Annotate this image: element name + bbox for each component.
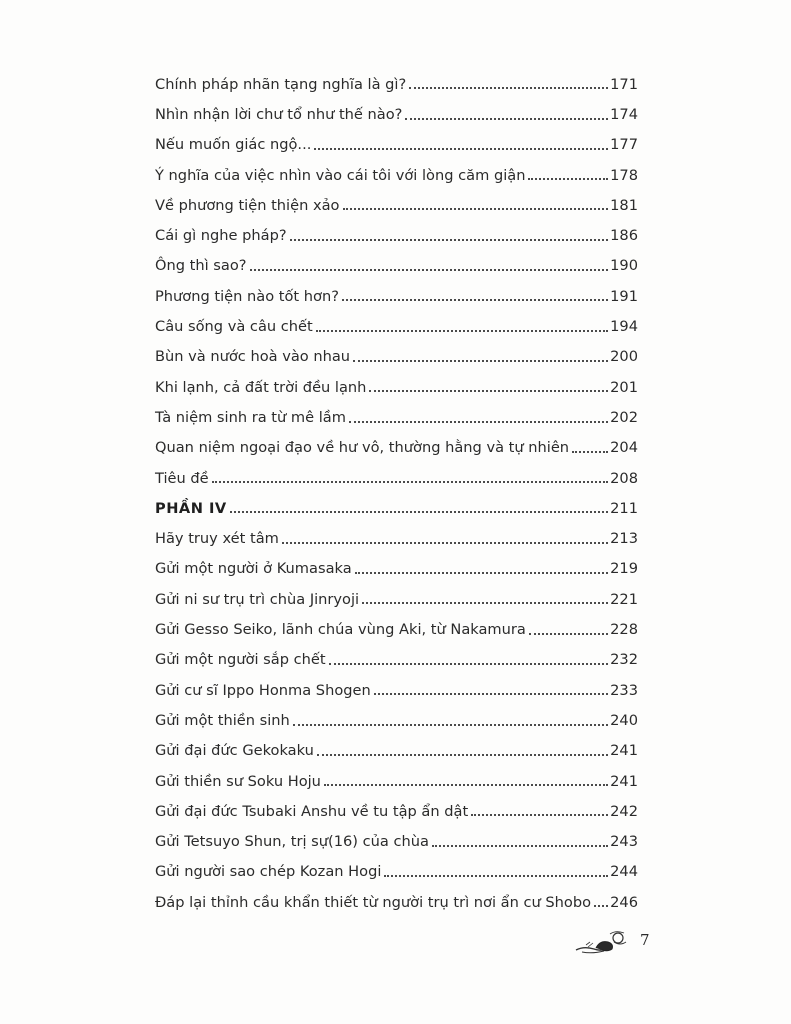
toc-entry[interactable] bbox=[155, 66, 638, 96]
toc-entry-title: Gửi ni sư trụ trì chùa Jinryoji bbox=[155, 590, 360, 608]
toc-entry-page: 204 bbox=[610, 439, 638, 457]
toc-entry-title: Phương tiện nào tốt hơn? bbox=[155, 287, 339, 305]
toc-entry-page: 202 bbox=[610, 408, 638, 426]
dot-leader bbox=[362, 602, 608, 604]
toc-entry-page: 177 bbox=[610, 136, 638, 154]
toc-entry-title: Quan niệm ngoại đạo về hư vô, thường hằng và tự nhiên bbox=[155, 439, 570, 457]
toc-entry[interactable] bbox=[155, 823, 638, 853]
toc-entry[interactable] bbox=[155, 460, 638, 490]
toc-entry[interactable] bbox=[155, 96, 638, 126]
toc-entry-title: Gửi một thiền sinh bbox=[155, 711, 290, 729]
toc-entry-title: Tà niệm sinh ra từ mê lầm bbox=[155, 408, 346, 426]
dot-leader bbox=[317, 754, 608, 756]
toc-entry[interactable] bbox=[155, 399, 638, 429]
dot-leader bbox=[343, 208, 609, 210]
toc-entry-title: Ý nghĩa của việc nhìn vào cái tôi với lòng căm giận bbox=[155, 166, 526, 184]
toc-entry-title: Nếu muốn giác ngộ... bbox=[155, 136, 312, 154]
toc-entry-title: Gửi người sao chép Kozan Hogi bbox=[155, 863, 382, 881]
toc-entry-page: 191 bbox=[610, 287, 638, 305]
dot-leader bbox=[316, 330, 608, 332]
dot-leader bbox=[282, 542, 608, 544]
toc-entry-page: 241 bbox=[610, 742, 638, 760]
toc-entry-page: 208 bbox=[610, 469, 638, 487]
dot-leader bbox=[528, 178, 608, 180]
toc-entry-title: Cái gì nghe pháp? bbox=[155, 227, 287, 245]
dot-leader bbox=[290, 239, 609, 241]
toc-entry[interactable] bbox=[155, 217, 638, 247]
toc-entry-page: 201 bbox=[610, 378, 638, 396]
toc-entry-page: 221 bbox=[610, 590, 638, 608]
toc-entry[interactable] bbox=[155, 763, 638, 793]
dot-leader bbox=[409, 87, 608, 89]
toc-entry[interactable] bbox=[155, 369, 638, 399]
toc-entry-page: 233 bbox=[610, 681, 638, 699]
page-footer bbox=[574, 928, 654, 958]
toc-entry-page: 181 bbox=[610, 196, 638, 214]
toc-entry-title: Gửi cư sĩ Ippo Honma Shogen bbox=[155, 681, 371, 699]
page-number: 7 bbox=[640, 931, 650, 949]
toc-entry[interactable] bbox=[155, 339, 638, 369]
toc-entry-page: 244 bbox=[610, 863, 638, 881]
toc-entry[interactable] bbox=[155, 611, 638, 641]
toc-entry-page: 246 bbox=[610, 893, 638, 911]
toc-entry-page: 190 bbox=[610, 257, 638, 275]
monk-sketch-ornament-icon bbox=[574, 928, 638, 956]
toc-entry-title: PHẦN IV bbox=[155, 499, 227, 517]
toc-entry-title: Gửi thiền sư Soku Hoju bbox=[155, 772, 321, 790]
toc-entry[interactable] bbox=[155, 127, 638, 157]
dot-leader bbox=[329, 663, 609, 665]
toc-entry-title: Tiêu đề bbox=[155, 469, 209, 487]
toc-entry-page: 219 bbox=[610, 560, 638, 578]
toc-entry[interactable] bbox=[155, 308, 638, 338]
dot-leader bbox=[594, 905, 608, 907]
toc-entry-page: 243 bbox=[610, 833, 638, 851]
dot-leader bbox=[369, 390, 608, 392]
toc-entry[interactable] bbox=[155, 278, 638, 308]
dot-leader bbox=[432, 845, 608, 847]
toc-entry-page: 228 bbox=[610, 621, 638, 639]
table-of-contents bbox=[155, 66, 638, 914]
toc-entry-page: 232 bbox=[610, 651, 638, 669]
toc-entry-title: Gửi một người ở Kumasaka bbox=[155, 560, 352, 578]
toc-entry[interactable] bbox=[155, 430, 638, 460]
dot-leader bbox=[374, 693, 608, 695]
dot-leader bbox=[230, 511, 608, 513]
dot-leader bbox=[314, 148, 608, 150]
toc-entry-title: Bùn và nước hoà vào nhau bbox=[155, 348, 351, 366]
toc-entry-title: Gửi Tetsuyo Shun, trị sự(16) của chùa bbox=[155, 833, 429, 851]
toc-entry[interactable] bbox=[155, 733, 638, 763]
toc-entry-title: Câu sống và câu chết bbox=[155, 318, 313, 336]
toc-entry[interactable] bbox=[155, 581, 638, 611]
toc-entry-title: Chính pháp nhãn tạng nghĩa là gì? bbox=[155, 75, 407, 93]
dot-leader bbox=[250, 269, 609, 271]
dot-leader bbox=[529, 633, 608, 635]
toc-entry-title: Khi lạnh, cả đất trời đều lạnh bbox=[155, 378, 367, 396]
dot-leader bbox=[349, 421, 608, 423]
toc-entry-page: 241 bbox=[610, 772, 638, 790]
toc-entry[interactable] bbox=[155, 157, 638, 187]
toc-entry-title: Gửi đại đức Tsubaki Anshu về tu tập ẩn dật bbox=[155, 802, 469, 820]
toc-entry-page: 178 bbox=[610, 166, 638, 184]
toc-entry-page: 194 bbox=[610, 318, 638, 336]
toc-entry[interactable] bbox=[155, 551, 638, 581]
toc-entry[interactable] bbox=[155, 642, 638, 672]
toc-entry[interactable] bbox=[155, 884, 638, 914]
dot-leader bbox=[353, 360, 608, 362]
toc-entry-title: Nhìn nhận lời chư tổ như thế nào? bbox=[155, 106, 403, 123]
dot-leader bbox=[471, 814, 608, 816]
toc-entry-title: Gửi Gesso Seiko, lãnh chúa vùng Aki, từ Nakamura bbox=[155, 621, 526, 639]
toc-entry[interactable] bbox=[155, 248, 638, 278]
dot-leader bbox=[293, 724, 608, 726]
toc-entry-page: 200 bbox=[610, 348, 638, 366]
toc-entry-page: 213 bbox=[610, 530, 638, 548]
dot-leader bbox=[384, 875, 608, 877]
toc-entry-title: Ông thì sao? bbox=[155, 257, 247, 275]
toc-entry-title: Gửi đại đức Gekokaku bbox=[155, 742, 314, 760]
toc-entry-page: 174 bbox=[610, 106, 638, 123]
dot-leader bbox=[355, 572, 608, 574]
toc-entry[interactable] bbox=[155, 793, 638, 823]
toc-entry[interactable] bbox=[155, 702, 638, 732]
toc-entry[interactable] bbox=[155, 854, 638, 884]
toc-entry-title: Gửi một người sắp chết bbox=[155, 651, 326, 669]
toc-entry-title: Đáp lại thỉnh cầu khẩn thiết từ người trụ trì nơi ẩn cư Shobo bbox=[155, 893, 592, 911]
dot-leader bbox=[572, 451, 608, 453]
toc-entry-page: 186 bbox=[610, 227, 638, 245]
toc-entry-page: 242 bbox=[610, 802, 638, 820]
dot-leader bbox=[324, 784, 608, 786]
toc-part-heading[interactable] bbox=[155, 490, 638, 520]
dot-leader bbox=[342, 299, 608, 301]
toc-entry-page: 240 bbox=[610, 711, 638, 729]
toc-entry-title: Hãy truy xét tâm bbox=[155, 530, 279, 548]
toc-entry[interactable] bbox=[155, 672, 638, 702]
toc-entry-title: Về phương tiện thiện xảo bbox=[155, 196, 340, 214]
toc-entry[interactable] bbox=[155, 520, 638, 550]
dot-leader bbox=[212, 481, 609, 483]
toc-entry-page: 171 bbox=[610, 75, 638, 93]
dot-leader bbox=[405, 118, 608, 120]
toc-entry[interactable] bbox=[155, 187, 638, 217]
toc-entry-page: 211 bbox=[610, 499, 638, 517]
